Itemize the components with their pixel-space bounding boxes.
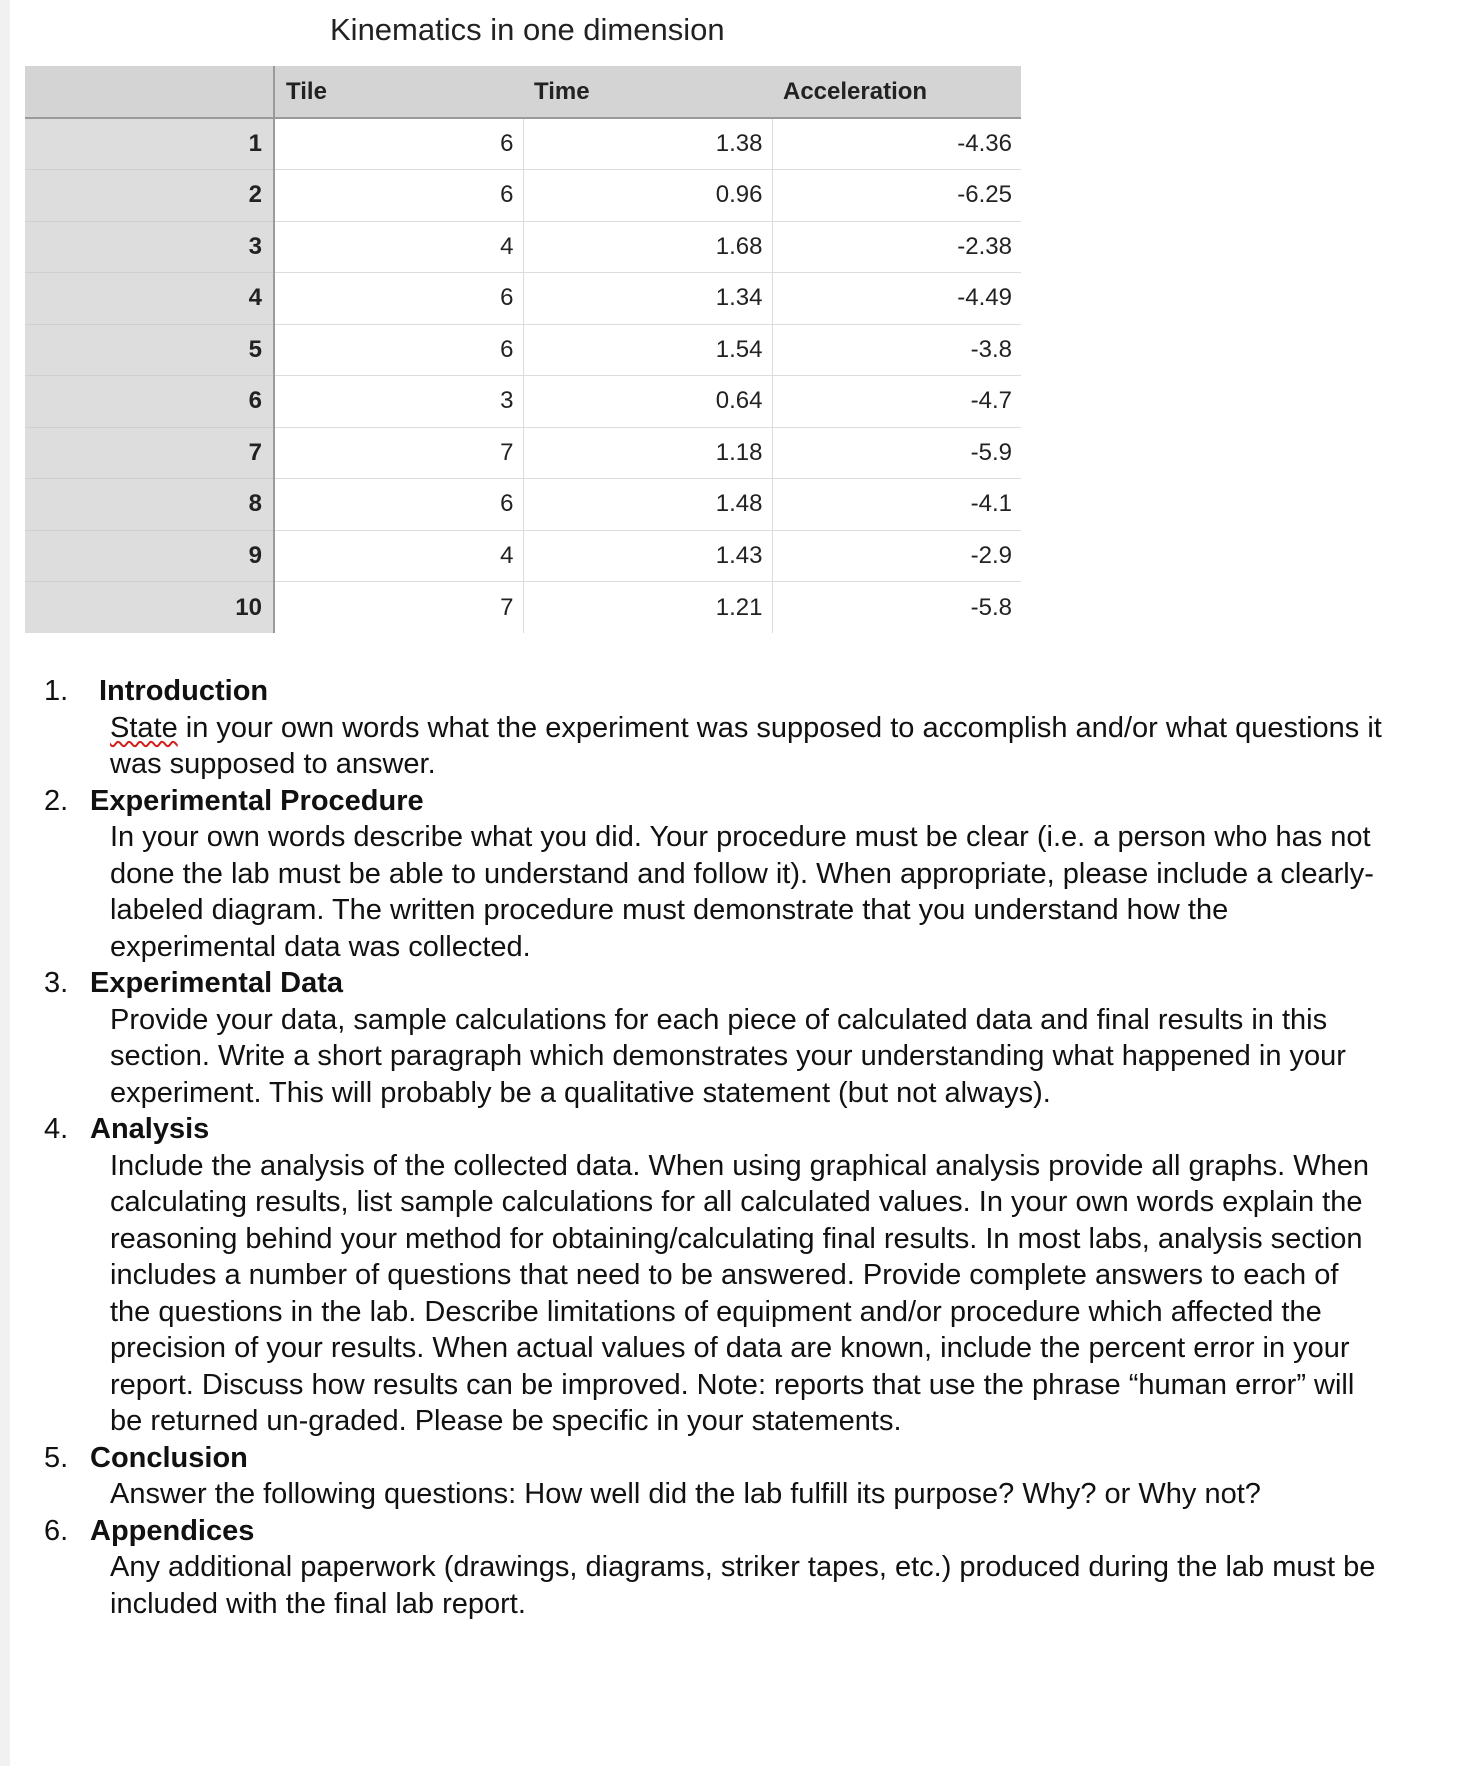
cell-time[interactable]: 1.21 <box>523 582 772 634</box>
section-experimental-data <box>44 965 1444 1111</box>
cell-tile[interactable]: 7 <box>274 427 523 479</box>
cell-time[interactable]: 1.48 <box>523 479 772 531</box>
row-header[interactable]: 9 <box>25 530 274 582</box>
cell-tile[interactable]: 6 <box>274 170 523 222</box>
row-header[interactable]: 8 <box>25 479 274 531</box>
section-body: Include the analysis of the collected data. When using graphical analysis provide all graphs. When calculating results, list sample calculations for all calculated values. In your own words explain the reasoning behind your method for obtaining/calculating final results. In most labs, analysis section includes a number of questions that need to be answered. Provide complete answers to each of the questions in the lab. Describe limitations of equipment and/or procedure which affected the precision of your results. When actual values of data are known, include the percent error in your report. Discuss how results can be improved. Note: reports that use the phrase “human error” will be returned un-graded. Please be specific in your statements. <box>110 1149 1370 1437</box>
table-row <box>25 376 1021 428</box>
section-body-text: in your own words what the experiment was supposed to accomplish and/or what questions it was supposed to answer. <box>110 711 1382 780</box>
row-header[interactable]: 3 <box>25 221 274 273</box>
section-conclusion <box>44 1440 1444 1513</box>
section-body: In your own words describe what you did. Your procedure must be clear (i.e. a person who has not done the lab must be able to understand and follow it). When appropriate, please include a clearly-labeled diagram. The written procedure must demonstrate that you understand how the experimental data was collected. <box>110 821 1374 963</box>
row-header[interactable]: 6 <box>25 376 274 428</box>
cell-tile[interactable]: 4 <box>274 221 523 273</box>
section-number: 1. <box>44 675 69 707</box>
cell-tile[interactable]: 6 <box>274 118 523 170</box>
section-title: Appendices <box>90 1514 255 1547</box>
lab-report-instructions <box>44 673 1444 1622</box>
cell-time[interactable]: 1.38 <box>523 118 772 170</box>
section-number: 5. <box>44 1441 69 1474</box>
section-number: 4. <box>44 1113 69 1145</box>
table-row <box>25 582 1021 634</box>
cell-time[interactable]: 1.34 <box>523 273 772 325</box>
section-appendices <box>44 1513 1444 1623</box>
cell-tile[interactable]: 4 <box>274 530 523 582</box>
spellcheck-word: State <box>110 711 178 744</box>
table-row <box>25 170 1021 222</box>
section-number: 2. <box>44 784 69 817</box>
cell-tile[interactable]: 6 <box>274 273 523 325</box>
cell-acceleration[interactable]: -4.36 <box>772 118 1021 170</box>
row-header[interactable]: 1 <box>25 118 274 170</box>
cell-time[interactable]: 0.96 <box>523 170 772 222</box>
section-number: 6. <box>44 1514 69 1547</box>
table-row <box>25 427 1021 479</box>
cell-time[interactable]: 1.68 <box>523 221 772 273</box>
cell-acceleration[interactable]: -5.9 <box>772 427 1021 479</box>
cell-acceleration[interactable]: -5.8 <box>970 593 1012 621</box>
sheet-title: Kinematics in one dimension <box>330 12 725 47</box>
table-row <box>25 479 1021 531</box>
cell-acceleration[interactable]: -3.8 <box>772 324 1021 376</box>
section-body: Answer the following questions: How well did the lab fulfill its purpose? Why? or Why not? <box>110 1478 1261 1510</box>
cell-acceleration[interactable]: -2.9 <box>772 530 1021 582</box>
section-body <box>44 710 1384 783</box>
corner-cell[interactable] <box>25 66 274 118</box>
section-title: Experimental Procedure <box>90 784 424 817</box>
row-header[interactable]: 2 <box>25 170 274 222</box>
left-margin-strip <box>0 0 10 1766</box>
kinematics-table <box>25 66 1021 633</box>
table-row <box>25 273 1021 325</box>
section-number: 3. <box>44 967 69 999</box>
table-header-row <box>25 66 1021 118</box>
section-title: Analysis <box>90 1113 210 1145</box>
table-row <box>25 530 1021 582</box>
cell-acceleration[interactable]: -6.25 <box>772 170 1021 222</box>
section-title: Experimental Data <box>90 967 344 999</box>
cell-time[interactable]: 1.18 <box>523 427 772 479</box>
row-header[interactable]: 5 <box>25 324 274 376</box>
column-header-time[interactable]: Time <box>523 66 772 118</box>
section-experimental-procedure <box>44 783 1444 966</box>
row-header[interactable]: 10 <box>25 582 274 634</box>
column-header-tile[interactable]: Tile <box>274 66 523 118</box>
table-row <box>25 118 1021 170</box>
table-row <box>25 324 1021 376</box>
section-body: Any additional paperwork (drawings, diagrams, striker tapes, etc.) produced during the lab must be included with the final lab report. <box>110 1551 1376 1620</box>
section-body: Provide your data, sample calculations for each piece of calculated data and final results in this section. Write a short paragraph which demonstrates your understanding what happened in your experiment. This will probably be a qualitative statement (but not always). <box>110 1003 1346 1109</box>
section-analysis <box>44 1111 1444 1440</box>
section-title: Introduction <box>99 675 269 707</box>
cell-time[interactable]: 0.64 <box>523 376 772 428</box>
row-header[interactable]: 4 <box>25 273 274 325</box>
cell-tile[interactable]: 7 <box>274 582 523 634</box>
column-header-acceleration[interactable]: Acceleration <box>772 66 1021 118</box>
cell-acceleration[interactable]: -2.38 <box>772 221 1021 273</box>
cell-time[interactable]: 1.54 <box>523 324 772 376</box>
cell-tile[interactable]: 6 <box>274 479 523 531</box>
row-header[interactable]: 7 <box>25 427 274 479</box>
section-introduction <box>44 673 1444 783</box>
cell-acceleration[interactable]: -4.1 <box>772 479 1021 531</box>
cell-tile[interactable]: 3 <box>274 376 523 428</box>
table-row <box>25 221 1021 273</box>
cell-time[interactable]: 1.43 <box>523 530 772 582</box>
section-title: Conclusion <box>90 1441 248 1474</box>
cell-acceleration[interactable]: -4.49 <box>772 273 1021 325</box>
cell-tile[interactable]: 6 <box>274 324 523 376</box>
cell-acceleration[interactable]: -4.7 <box>772 376 1021 428</box>
